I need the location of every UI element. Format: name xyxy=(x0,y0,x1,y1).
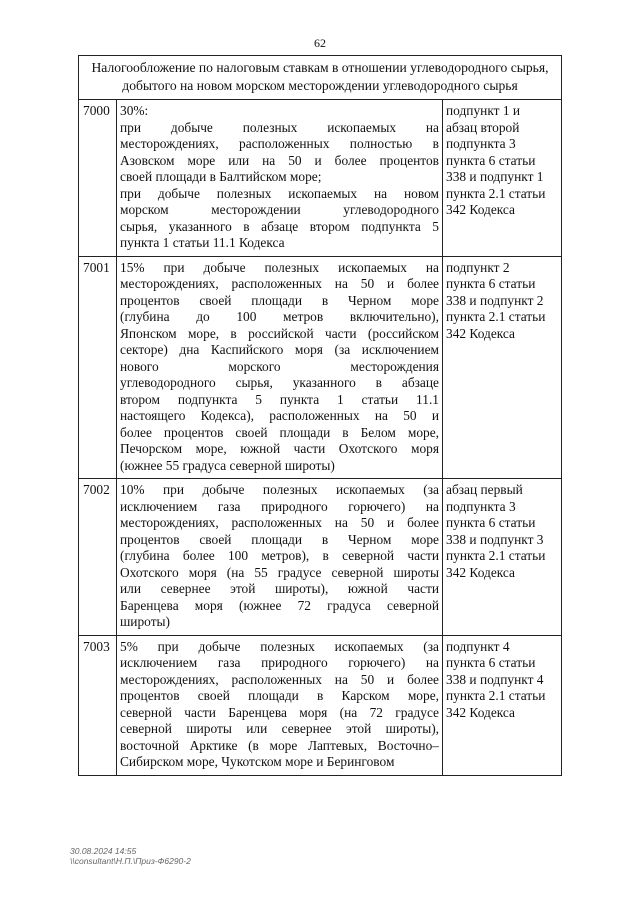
description-line: сырья, указанного в абзаце втором подпункта 5 xyxy=(120,218,439,234)
description-line: при добыче полезных ископаемых на новом xyxy=(120,185,439,201)
rate-code: 7002 xyxy=(79,479,117,636)
table-row xyxy=(79,635,562,775)
reference-line: 338 и подпункт 3 xyxy=(446,531,544,547)
rate-description xyxy=(117,479,443,636)
reference-line: 338 и подпункт 4 xyxy=(446,671,544,687)
description-line: настоящего Кодекса), расположенных на 50 и xyxy=(120,408,439,423)
reference-line: подпункт 2 xyxy=(446,259,510,275)
description-line: месторождениях, расположенных полностью в xyxy=(120,136,439,151)
description-line: процентов своей площади в Черном море xyxy=(120,531,439,547)
rate-description xyxy=(117,256,443,479)
reference-line: 342 Кодекса xyxy=(446,202,515,217)
description-line: месторождениях, расположенных на 50 и более xyxy=(120,671,439,687)
description-line: втором подпункта 5 пункта 1 статьи 11.1 xyxy=(120,391,439,407)
description-line: северной части Баренцева моря (на 72 градусе xyxy=(120,704,439,720)
description-line: восточной Арктике (в море Лаптевых, Восточно– xyxy=(120,737,439,753)
description-line: 15% при добыче полезных ископаемых на xyxy=(120,259,439,275)
table-row xyxy=(79,100,562,257)
reference-line: 338 и подпункт 2 xyxy=(446,292,544,308)
description-line: своей площади в Балтийском море; xyxy=(120,169,322,184)
reference-line: абзац первый xyxy=(446,482,523,497)
rate-description xyxy=(117,635,443,775)
reference-line: подпункта 3 xyxy=(446,498,516,514)
legal-reference xyxy=(443,256,562,479)
reference-line: абзац второй xyxy=(446,119,520,135)
description-line: исключением газа природного горючего) на xyxy=(120,655,439,670)
reference-line: пункта 6 статьи xyxy=(446,152,536,168)
rate-code: 7000 xyxy=(79,100,117,257)
reference-line: подпункт 4 xyxy=(446,638,510,654)
description-line: 5% при добыче полезных ископаемых (за xyxy=(120,638,439,654)
tax-rates-table xyxy=(78,55,562,776)
description-line: Азовском море или на 50 и более процентов xyxy=(120,152,439,168)
description-line: исключением газа природного горючего) на xyxy=(120,498,439,514)
description-line: Баренцева моря (южнее 72 градуса северной xyxy=(120,597,439,613)
description-line: углеводородного сырья, указанного в абзаце xyxy=(120,375,439,390)
reference-line: пункта 2.1 статьи xyxy=(446,548,546,563)
description-line: морском месторождении углеводородного xyxy=(120,202,439,217)
description-line: Печорском море, южной части Охотского моря xyxy=(120,441,439,456)
description-line: северной широты или севернее этой широты), xyxy=(120,721,439,736)
description-line: более процентов своей площади в Белом море, xyxy=(120,424,439,440)
description-line: 10% при добыче полезных ископаемых (за xyxy=(120,482,439,497)
description-line: нового морского месторождения xyxy=(120,358,439,374)
reference-line: пункта 2.1 статьи xyxy=(446,309,546,324)
description-line: (южнее 55 градуса северной широты) xyxy=(120,457,335,473)
reference-line: 342 Кодекса xyxy=(446,564,515,580)
table-header: Налогообложение по налоговым ставкам в отношении углеводородного сырья, добытого на новом морском месторождении углеводородного сырья xyxy=(79,56,562,100)
reference-line: пункта 6 статьи xyxy=(446,276,536,291)
rate-code: 7001 xyxy=(79,256,117,479)
table-row xyxy=(79,479,562,636)
rate-description xyxy=(117,100,443,257)
description-line: или севернее этой широты), южной части xyxy=(120,581,439,596)
rate-code: 7003 xyxy=(79,635,117,775)
description-line: широты) xyxy=(120,614,170,629)
table-row xyxy=(79,256,562,479)
description-line: процентов своей площади в Карском море, xyxy=(120,688,439,703)
reference-line: пункта 6 статьи xyxy=(446,655,536,670)
reference-line: пункта 2.1 статьи xyxy=(446,688,546,703)
description-line: Охотского моря (на 55 градусе северной широты xyxy=(120,564,439,580)
page-number: 62 xyxy=(314,36,326,50)
reference-line: подпункт 1 и xyxy=(446,103,521,118)
legal-reference xyxy=(443,479,562,636)
description-line: процентов своей площади в Черном море xyxy=(120,292,439,308)
description-line: (глубина более 100 метров), в северной части xyxy=(120,548,439,563)
reference-line: 342 Кодекса xyxy=(446,704,515,720)
footer-timestamp: 30.08.2024 14:55 xyxy=(70,846,137,856)
reference-line: пункта 2.1 статьи xyxy=(446,185,546,201)
description-line: пункта 1 статьи 11.1 Кодекса xyxy=(120,235,285,250)
reference-line: пункта 6 статьи xyxy=(446,515,536,530)
reference-line: 342 Кодекса xyxy=(446,325,515,341)
table-header-row xyxy=(79,56,562,100)
reference-line: 338 и подпункт 1 xyxy=(446,169,544,184)
description-line: 30%: xyxy=(120,103,149,118)
description-line: секторе) дна Каспийского моря (за исключением xyxy=(120,342,439,357)
document-footer xyxy=(70,846,191,866)
description-line: Сибирском море, Чукотском море и Беринговом xyxy=(120,754,395,769)
footer-path: \\consultant\Н.П.\Приз-Ф6290-2 xyxy=(70,856,191,866)
legal-reference xyxy=(443,635,562,775)
description-line: Японском море, в российской части (российском xyxy=(120,325,439,341)
description-line: при добыче полезных ископаемых на xyxy=(120,119,439,135)
description-line: месторождениях, расположенных на 50 и более xyxy=(120,515,439,530)
legal-reference xyxy=(443,100,562,257)
description-line: (глубина до 100 метров включительно), xyxy=(120,309,439,324)
description-line: месторождениях, расположенных на 50 и более xyxy=(120,276,439,291)
reference-line: подпункта 3 xyxy=(446,136,516,151)
